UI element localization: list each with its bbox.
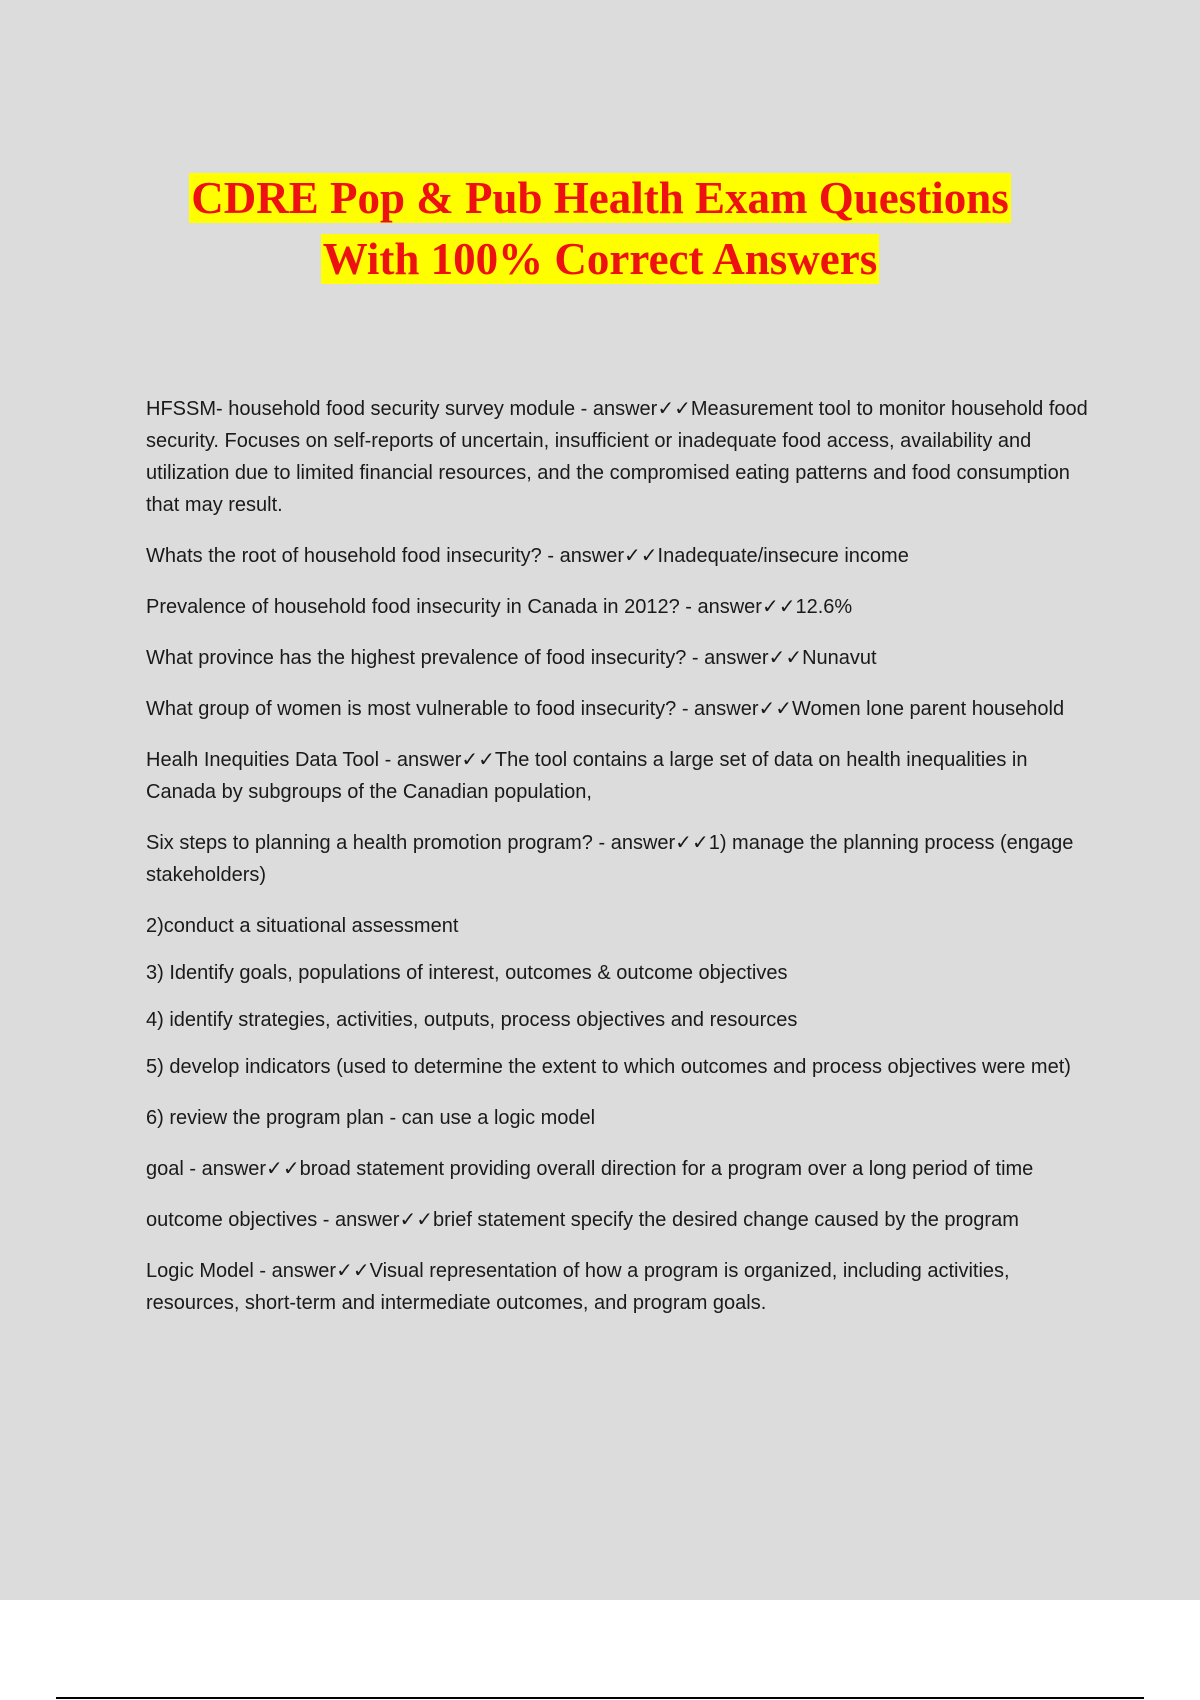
page-title: [0, 168, 1200, 290]
paragraph-step-4: 4) identify strategies, activities, outputs, process objectives and resources: [146, 1009, 798, 1031]
paragraph-step-3: 3) Identify goals, populations of interest, outcomes & outcome objectives: [146, 962, 788, 984]
paragraph-highest-province: What province has the highest prevalence of food insecurity? - answer✓✓Nunavut: [146, 647, 877, 669]
paragraph-step-2: 2)conduct a situational assessment: [146, 915, 459, 937]
paragraph-goal: goal - answer✓✓broad statement providing overall direction for a program over a long period of time: [146, 1158, 1034, 1180]
paragraph-vulnerable-women: What group of women is most vulnerable to food insecurity? - answer✓✓Women lone parent household: [146, 698, 1065, 720]
paragraph-step-6: 6) review the program plan - can use a logic model: [146, 1107, 596, 1129]
paragraph-hfssm: HFSSM- household food security survey module - answer✓✓Measurement tool to monitor household food security. Focuses on self-reports of uncertain, insufficient or inadequate food access, availability and utilization due to limited financial resources, and the compromised eating patterns and food consumption that may result.: [146, 398, 1088, 516]
paragraph-six-steps: Six steps to planning a health promotion program? - answer✓✓1) manage the planning process (engage stakeholders): [146, 832, 1074, 886]
paragraph-prevalence-2012: Prevalence of household food insecurity in Canada in 2012? - answer✓✓12.6%: [146, 596, 853, 618]
title-line-2: With 100% Correct Answers: [322, 234, 878, 284]
document-body: [146, 393, 1091, 1338]
title-line-1: CDRE Pop & Pub Health Exam Questions: [191, 173, 1009, 223]
paragraph-step-5: 5) develop indicators (used to determine the extent to which outcomes and process objectives were met): [146, 1056, 1071, 1078]
paragraph-outcome-objectives: outcome objectives - answer✓✓brief statement specify the desired change caused by the program: [146, 1209, 1019, 1231]
paragraph-logic-model: Logic Model - answer✓✓Visual representation of how a program is organized, including activities, resources, short-term and intermediate outcomes, and program goals.: [146, 1260, 1010, 1314]
paragraph-root-of-insecurity: Whats the root of household food insecurity? - answer✓✓Inadequate/insecure income: [146, 545, 909, 567]
footer-divider: [56, 1697, 1144, 1699]
paragraph-inequities-tool: Healh Inequities Data Tool - answer✓✓The tool contains a large set of data on health inequalities in Canada by subgroups of the Canadian population,: [146, 749, 1028, 803]
